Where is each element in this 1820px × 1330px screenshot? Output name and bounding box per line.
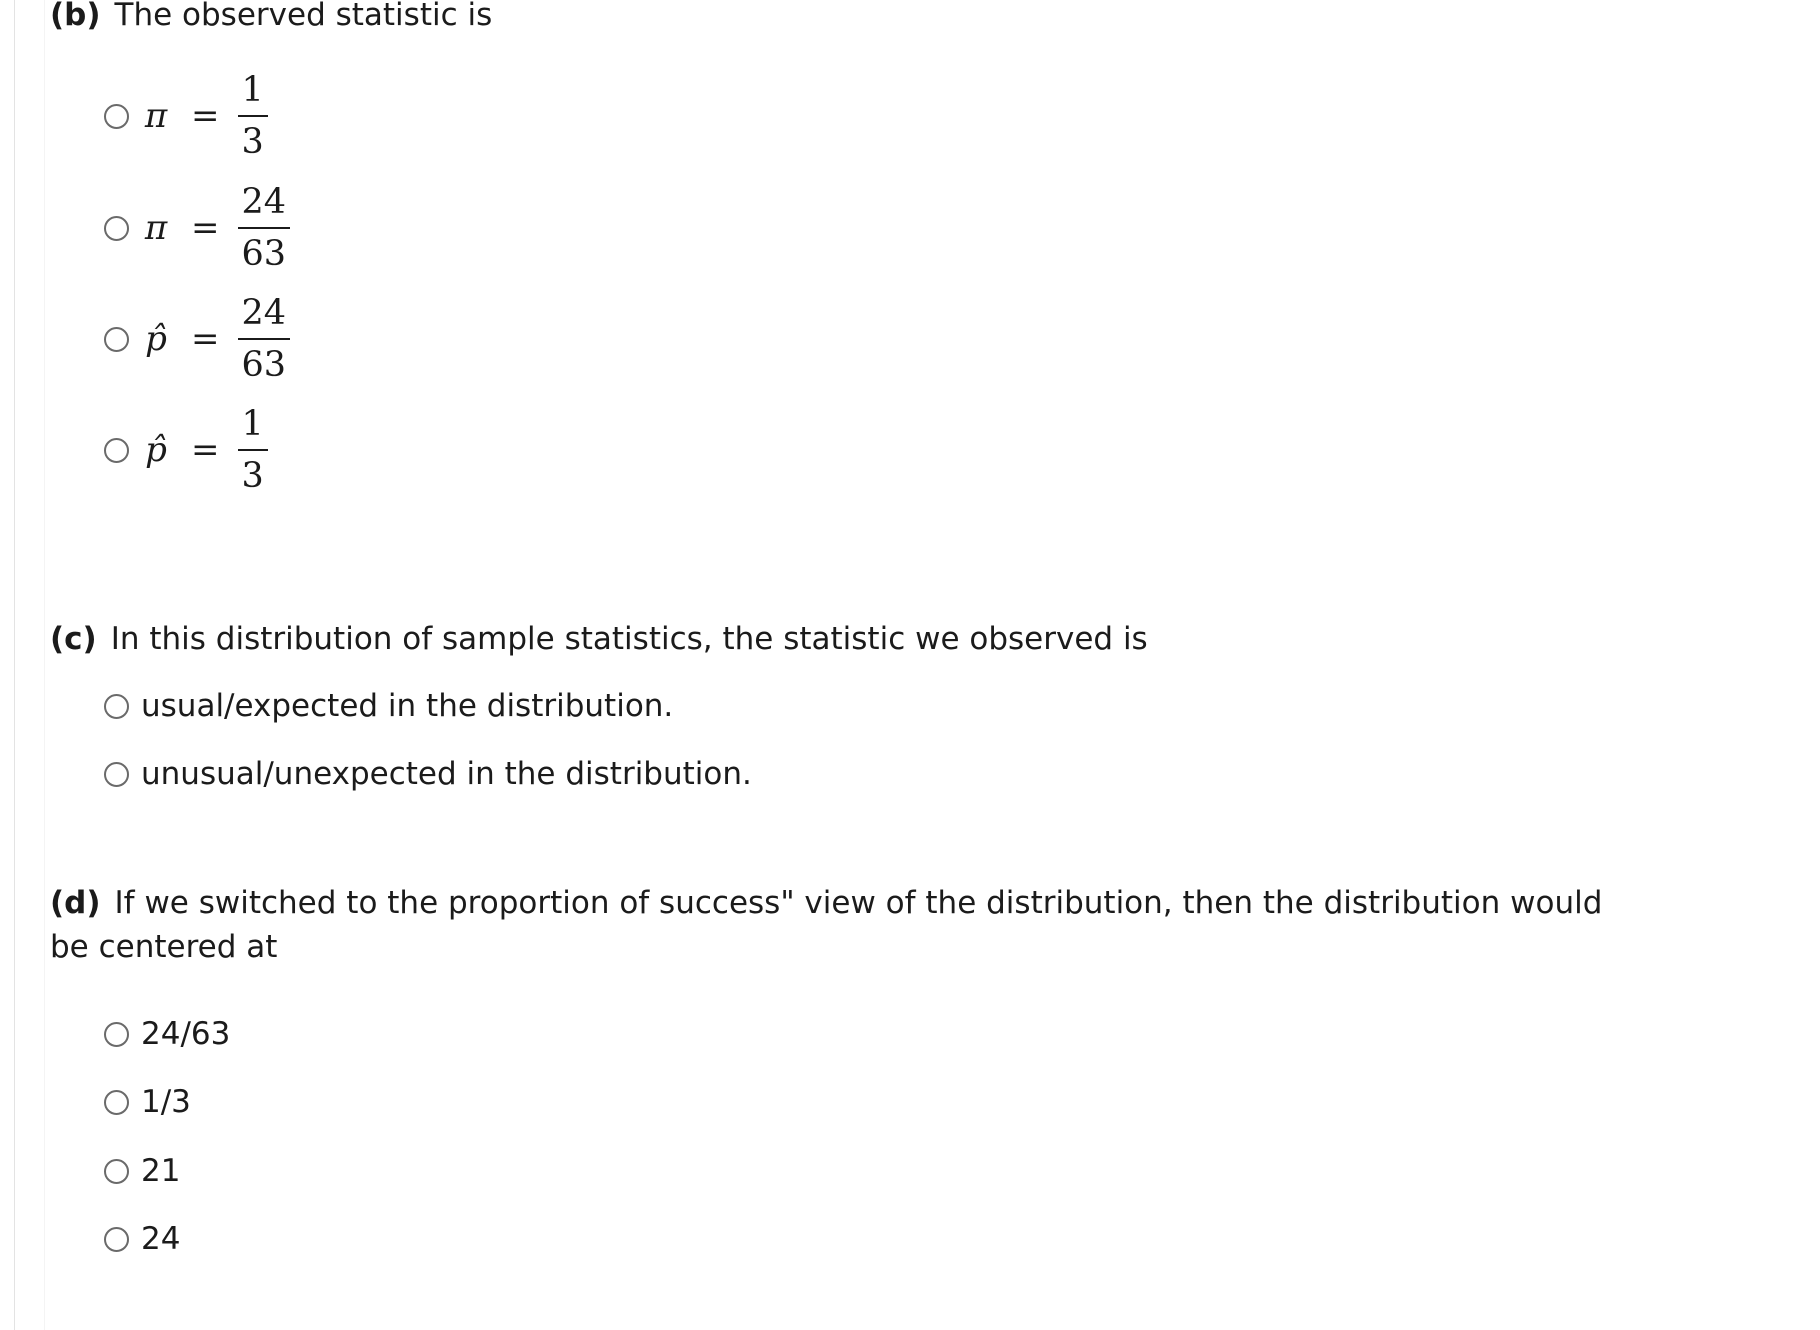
part-c-heading	[50, 617, 1148, 661]
part-d-option-4[interactable]	[104, 1217, 180, 1261]
option-label: usual/expected in the distribution.	[141, 688, 674, 724]
content-border	[44, 0, 45, 1330]
pi-symbol: π	[144, 96, 168, 136]
equals-sign: =	[191, 208, 220, 248]
fraction-numerator: 24	[238, 177, 291, 229]
equals-sign: =	[191, 430, 220, 470]
radio-button[interactable]	[104, 327, 129, 352]
part-b-prompt: The observed statistic is	[114, 0, 493, 33]
radio-button[interactable]	[104, 104, 129, 129]
math-expression	[141, 288, 290, 390]
part-b-option-3[interactable]	[104, 291, 290, 387]
math-expression	[141, 65, 268, 167]
radio-button[interactable]	[104, 762, 129, 787]
part-c-option-1[interactable]	[104, 684, 673, 728]
p-hat-symbol: p̂	[145, 430, 167, 470]
fraction-denominator: 63	[241, 234, 287, 274]
option-label: 24	[141, 1221, 181, 1257]
fraction-denominator: 3	[241, 122, 264, 162]
option-label: 21	[141, 1153, 181, 1189]
fraction-denominator: 3	[241, 456, 264, 496]
radio-button[interactable]	[104, 1227, 129, 1252]
part-d-option-2[interactable]	[104, 1080, 191, 1124]
pi-symbol: π	[144, 208, 168, 248]
p-hat-symbol: p̂	[145, 319, 167, 359]
fraction-numerator: 1	[238, 65, 268, 117]
part-b-option-4[interactable]	[104, 402, 268, 498]
option-label: 1/3	[141, 1084, 191, 1120]
part-d-option-1[interactable]	[104, 1012, 230, 1056]
math-expression	[141, 177, 290, 279]
part-d-heading	[50, 881, 1602, 925]
part-d-prompt-line2: be centered at	[50, 929, 278, 965]
math-expression	[141, 399, 268, 501]
fraction	[238, 65, 268, 167]
radio-button[interactable]	[104, 694, 129, 719]
fraction-numerator: 24	[238, 288, 291, 340]
radio-button[interactable]	[104, 216, 129, 241]
fraction-denominator: 63	[241, 345, 287, 385]
part-b-heading	[50, 0, 492, 37]
fraction	[238, 177, 291, 279]
fraction	[238, 399, 268, 501]
radio-button[interactable]	[104, 1022, 129, 1047]
fraction	[238, 288, 291, 390]
part-c-option-2[interactable]	[104, 752, 752, 796]
left-border	[14, 0, 15, 1330]
equals-sign: =	[191, 96, 220, 136]
part-b-option-2[interactable]	[104, 180, 290, 276]
part-c-prompt: In this distribution of sample statistics, the statistic we observed is	[110, 621, 1148, 657]
fraction-numerator: 1	[238, 399, 268, 451]
radio-button[interactable]	[104, 1159, 129, 1184]
radio-button[interactable]	[104, 438, 129, 463]
radio-button[interactable]	[104, 1090, 129, 1115]
part-b-option-1[interactable]	[104, 68, 268, 164]
equals-sign: =	[191, 319, 220, 359]
part-d-tag: (d)	[50, 885, 101, 921]
option-label: 24/63	[141, 1016, 231, 1052]
part-b-tag: (b)	[50, 0, 101, 33]
option-label: unusual/unexpected in the distribution.	[141, 756, 752, 792]
part-d-prompt-line1: If we switched to the proportion of success" view of the distribution, then the distribution would	[114, 885, 1603, 921]
part-d-option-3[interactable]	[104, 1149, 180, 1193]
part-c-tag: (c)	[50, 621, 97, 657]
